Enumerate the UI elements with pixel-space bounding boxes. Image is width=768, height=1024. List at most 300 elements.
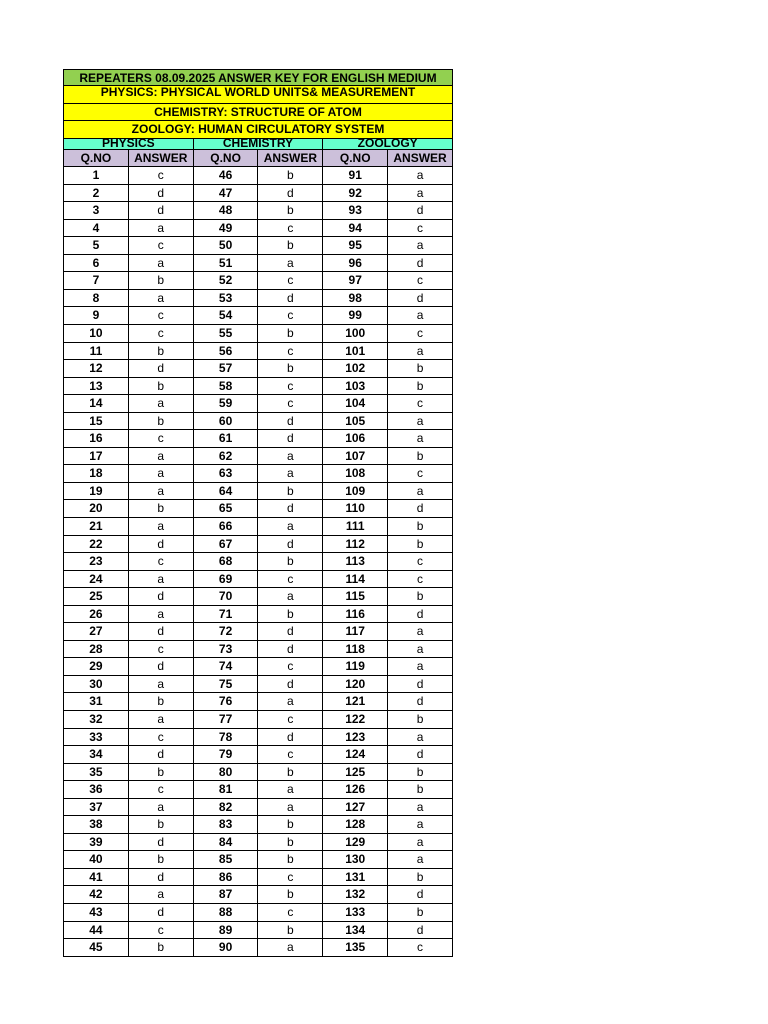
subject-chemistry: CHEMISTRY — [193, 139, 323, 149]
answer-cell: a — [388, 307, 453, 325]
answer-cell: d — [129, 202, 194, 220]
question-number-cell: 8 — [64, 290, 129, 308]
table-row — [63, 360, 453, 378]
question-number-cell: 133 — [323, 904, 388, 922]
answer-cell: a — [388, 729, 453, 747]
question-number-cell: 44 — [64, 922, 129, 940]
question-number-cell: 103 — [323, 378, 388, 396]
answer-cell: c — [129, 325, 194, 343]
answer-cell: a — [129, 518, 194, 536]
table-row — [63, 641, 453, 659]
question-number-cell: 93 — [323, 202, 388, 220]
question-number-cell: 88 — [194, 904, 259, 922]
question-number-cell: 113 — [323, 553, 388, 571]
question-number-cell: 76 — [194, 693, 259, 711]
answer-cell: d — [258, 290, 323, 308]
answer-cell: b — [388, 536, 453, 554]
answer-cell: a — [388, 851, 453, 869]
table-row — [63, 869, 453, 887]
question-number-cell: 116 — [323, 606, 388, 624]
question-number-cell: 134 — [323, 922, 388, 940]
question-number-cell: 71 — [194, 606, 259, 624]
answer-cell: a — [388, 816, 453, 834]
answer-cell: c — [258, 869, 323, 887]
header-qno-physics: Q.NO — [64, 150, 129, 168]
question-number-cell: 49 — [194, 220, 259, 238]
question-number-cell: 98 — [323, 290, 388, 308]
question-number-cell: 92 — [323, 185, 388, 203]
table-row — [63, 676, 453, 694]
question-number-cell: 78 — [194, 729, 259, 747]
answer-cell: b — [388, 518, 453, 536]
answer-cell: a — [388, 799, 453, 817]
question-number-cell: 62 — [194, 448, 259, 466]
answer-cell: c — [388, 220, 453, 238]
answer-cell: a — [129, 571, 194, 589]
question-number-cell: 63 — [194, 465, 259, 483]
question-number-cell: 122 — [323, 711, 388, 729]
physics-topic: PHYSICS: PHYSICAL WORLD UNITS& MEASUREMENT — [63, 86, 453, 103]
answer-cell: d — [388, 290, 453, 308]
answer-cell: c — [258, 571, 323, 589]
question-number-cell: 112 — [323, 536, 388, 554]
answer-cell: a — [129, 711, 194, 729]
question-number-cell: 84 — [194, 834, 259, 852]
question-number-cell: 51 — [194, 255, 259, 273]
question-number-cell: 57 — [194, 360, 259, 378]
zoology-topic: ZOOLOGY: HUMAN CIRCULATORY SYSTEM — [63, 121, 453, 138]
answer-cell: d — [129, 185, 194, 203]
question-number-cell: 34 — [64, 746, 129, 764]
answer-cell: b — [129, 939, 194, 957]
answer-cell: c — [129, 729, 194, 747]
answer-cell: d — [129, 623, 194, 641]
question-number-cell: 132 — [323, 886, 388, 904]
answer-cell: a — [388, 623, 453, 641]
question-number-cell: 14 — [64, 395, 129, 413]
question-number-cell: 130 — [323, 851, 388, 869]
question-number-cell: 123 — [323, 729, 388, 747]
question-number-cell: 66 — [194, 518, 259, 536]
table-row — [63, 729, 453, 747]
answer-cell: b — [258, 816, 323, 834]
table-row — [63, 413, 453, 431]
answer-cell: b — [258, 325, 323, 343]
question-number-cell: 30 — [64, 676, 129, 694]
question-number-cell: 39 — [64, 834, 129, 852]
answer-cell: c — [388, 571, 453, 589]
question-number-cell: 22 — [64, 536, 129, 554]
column-header-row — [63, 150, 453, 168]
question-number-cell: 13 — [64, 378, 129, 396]
table-row — [63, 395, 453, 413]
question-number-cell: 131 — [323, 869, 388, 887]
answer-cell: b — [129, 378, 194, 396]
question-number-cell: 37 — [64, 799, 129, 817]
question-number-cell: 110 — [323, 500, 388, 518]
answer-cell: c — [129, 553, 194, 571]
answer-cell: d — [129, 536, 194, 554]
answer-cell: a — [129, 606, 194, 624]
table-row — [63, 518, 453, 536]
answer-cell: c — [258, 378, 323, 396]
question-number-cell: 45 — [64, 939, 129, 957]
table-row — [63, 167, 453, 185]
question-number-cell: 109 — [323, 483, 388, 501]
answer-cell: d — [388, 886, 453, 904]
question-number-cell: 60 — [194, 413, 259, 431]
question-number-cell: 18 — [64, 465, 129, 483]
table-row — [63, 816, 453, 834]
answer-cell: a — [129, 886, 194, 904]
answer-cell: a — [388, 483, 453, 501]
table-row — [63, 448, 453, 466]
question-number-cell: 96 — [323, 255, 388, 273]
answer-cell: d — [258, 430, 323, 448]
table-row — [63, 781, 453, 799]
answer-cell: a — [129, 448, 194, 466]
table-row — [63, 220, 453, 238]
table-row — [63, 886, 453, 904]
answer-cell: b — [258, 764, 323, 782]
table-row — [63, 571, 453, 589]
answer-cell: c — [129, 430, 194, 448]
question-number-cell: 68 — [194, 553, 259, 571]
answer-cell: c — [258, 272, 323, 290]
answer-cell: c — [129, 307, 194, 325]
table-row — [63, 693, 453, 711]
answer-cell: d — [258, 676, 323, 694]
question-number-cell: 11 — [64, 343, 129, 361]
answer-cell: d — [129, 746, 194, 764]
subject-header-row — [63, 139, 453, 150]
table-row — [63, 658, 453, 676]
question-number-cell: 127 — [323, 799, 388, 817]
table-row — [63, 500, 453, 518]
question-number-cell: 77 — [194, 711, 259, 729]
answer-cell: c — [258, 220, 323, 238]
answer-cell: c — [129, 922, 194, 940]
question-number-cell: 82 — [194, 799, 259, 817]
question-number-cell: 111 — [323, 518, 388, 536]
question-number-cell: 85 — [194, 851, 259, 869]
question-number-cell: 117 — [323, 623, 388, 641]
answer-cell: b — [388, 764, 453, 782]
question-number-cell: 108 — [323, 465, 388, 483]
question-number-cell: 23 — [64, 553, 129, 571]
question-number-cell: 58 — [194, 378, 259, 396]
question-number-cell: 41 — [64, 869, 129, 887]
answer-cell: d — [388, 606, 453, 624]
table-row — [63, 483, 453, 501]
answer-cell: b — [129, 500, 194, 518]
question-number-cell: 17 — [64, 448, 129, 466]
answer-cell: b — [129, 816, 194, 834]
question-number-cell: 72 — [194, 623, 259, 641]
question-number-cell: 28 — [64, 641, 129, 659]
question-number-cell: 46 — [194, 167, 259, 185]
answer-key-sheet — [63, 69, 453, 957]
question-number-cell: 40 — [64, 851, 129, 869]
question-number-cell: 47 — [194, 185, 259, 203]
header-qno-chemistry: Q.NO — [194, 150, 259, 168]
question-number-cell: 9 — [64, 307, 129, 325]
question-number-cell: 35 — [64, 764, 129, 782]
question-number-cell: 15 — [64, 413, 129, 431]
answer-cell: a — [258, 939, 323, 957]
answer-cell: a — [129, 483, 194, 501]
question-number-cell: 26 — [64, 606, 129, 624]
question-number-cell: 69 — [194, 571, 259, 589]
question-number-cell: 73 — [194, 641, 259, 659]
answer-cell: b — [258, 886, 323, 904]
answer-cell: d — [388, 693, 453, 711]
question-number-cell: 86 — [194, 869, 259, 887]
header-answer-zoology: ANSWER — [388, 150, 453, 168]
answer-cell: b — [258, 483, 323, 501]
table-row — [63, 623, 453, 641]
answer-cell: d — [129, 658, 194, 676]
answer-cell: c — [258, 307, 323, 325]
answer-cell: b — [258, 167, 323, 185]
question-number-cell: 53 — [194, 290, 259, 308]
answer-cell: c — [129, 781, 194, 799]
answer-cell: d — [258, 185, 323, 203]
question-number-cell: 64 — [194, 483, 259, 501]
question-number-cell: 94 — [323, 220, 388, 238]
answer-cell: b — [258, 851, 323, 869]
table-row — [63, 343, 453, 361]
question-number-cell: 87 — [194, 886, 259, 904]
chemistry-topic: CHEMISTRY: STRUCTURE OF ATOM — [63, 104, 453, 121]
question-number-cell: 97 — [323, 272, 388, 290]
question-number-cell: 118 — [323, 641, 388, 659]
answer-cell: a — [388, 658, 453, 676]
answer-cell: a — [388, 343, 453, 361]
answer-cell: a — [388, 167, 453, 185]
question-number-cell: 29 — [64, 658, 129, 676]
question-number-cell: 101 — [323, 343, 388, 361]
answer-cell: b — [388, 781, 453, 799]
question-number-cell: 91 — [323, 167, 388, 185]
answer-cell: b — [388, 869, 453, 887]
answer-cell: d — [388, 922, 453, 940]
answer-cell: a — [258, 518, 323, 536]
answer-cell: b — [258, 360, 323, 378]
question-number-cell: 12 — [64, 360, 129, 378]
answer-cell: d — [129, 588, 194, 606]
answer-cell: a — [258, 693, 323, 711]
question-number-cell: 54 — [194, 307, 259, 325]
table-row — [63, 746, 453, 764]
table-row — [63, 922, 453, 940]
table-row — [63, 465, 453, 483]
answer-cell: a — [129, 255, 194, 273]
table-row — [63, 553, 453, 571]
answer-cell: a — [258, 588, 323, 606]
question-number-cell: 50 — [194, 237, 259, 255]
question-number-cell: 102 — [323, 360, 388, 378]
question-number-cell: 61 — [194, 430, 259, 448]
table-row — [63, 588, 453, 606]
answer-cell: b — [388, 588, 453, 606]
answer-cell: b — [388, 448, 453, 466]
subject-zoology: ZOOLOGY — [322, 139, 452, 149]
question-number-cell: 104 — [323, 395, 388, 413]
question-number-cell: 99 — [323, 307, 388, 325]
answer-cell: c — [129, 237, 194, 255]
header-qno-zoology: Q.NO — [323, 150, 388, 168]
table-row — [63, 307, 453, 325]
question-number-cell: 36 — [64, 781, 129, 799]
question-number-cell: 2 — [64, 185, 129, 203]
question-number-cell: 107 — [323, 448, 388, 466]
answer-cell: a — [129, 676, 194, 694]
question-number-cell: 115 — [323, 588, 388, 606]
answer-cell: a — [258, 781, 323, 799]
question-number-cell: 75 — [194, 676, 259, 694]
question-number-cell: 24 — [64, 571, 129, 589]
main-title: REPEATERS 08.09.2025 ANSWER KEY FOR ENGLISH MEDIUM — [63, 69, 453, 86]
question-number-cell: 67 — [194, 536, 259, 554]
answer-cell: a — [129, 395, 194, 413]
table-row — [63, 904, 453, 922]
answer-cell: b — [129, 413, 194, 431]
question-number-cell: 43 — [64, 904, 129, 922]
question-number-cell: 90 — [194, 939, 259, 957]
answer-cell: c — [388, 272, 453, 290]
answer-cell: a — [258, 255, 323, 273]
question-number-cell: 70 — [194, 588, 259, 606]
answer-cell: d — [258, 641, 323, 659]
table-row — [63, 237, 453, 255]
answer-cell: d — [258, 623, 323, 641]
answer-cell: a — [258, 465, 323, 483]
answer-cell: d — [258, 500, 323, 518]
table-row — [63, 272, 453, 290]
question-number-cell: 56 — [194, 343, 259, 361]
question-number-cell: 48 — [194, 202, 259, 220]
question-number-cell: 5 — [64, 237, 129, 255]
answer-cell: c — [129, 641, 194, 659]
answer-cell: c — [388, 325, 453, 343]
answer-cell: c — [258, 395, 323, 413]
question-number-cell: 55 — [194, 325, 259, 343]
question-number-cell: 120 — [323, 676, 388, 694]
answer-cell: a — [129, 220, 194, 238]
table-row — [63, 711, 453, 729]
table-row — [63, 606, 453, 624]
question-number-cell: 52 — [194, 272, 259, 290]
answer-cell: a — [388, 430, 453, 448]
answer-cell: a — [129, 799, 194, 817]
question-number-cell: 6 — [64, 255, 129, 273]
question-number-cell: 59 — [194, 395, 259, 413]
answer-cell: b — [129, 272, 194, 290]
question-number-cell: 32 — [64, 711, 129, 729]
answer-cell: c — [388, 395, 453, 413]
answer-cell: c — [258, 658, 323, 676]
answer-cell: b — [388, 904, 453, 922]
answer-cell: b — [258, 834, 323, 852]
answer-cell: b — [258, 606, 323, 624]
answer-cell: c — [388, 465, 453, 483]
answer-cell: a — [388, 185, 453, 203]
table-row — [63, 430, 453, 448]
answer-cell: d — [129, 904, 194, 922]
answer-cell: b — [258, 553, 323, 571]
table-row — [63, 799, 453, 817]
question-number-cell: 125 — [323, 764, 388, 782]
answer-cell: c — [388, 939, 453, 957]
question-number-cell: 4 — [64, 220, 129, 238]
answer-cell: c — [258, 711, 323, 729]
answer-cell: a — [388, 413, 453, 431]
question-number-cell: 100 — [323, 325, 388, 343]
question-number-cell: 42 — [64, 886, 129, 904]
answer-cell: c — [388, 553, 453, 571]
question-number-cell: 21 — [64, 518, 129, 536]
question-number-cell: 20 — [64, 500, 129, 518]
question-number-cell: 3 — [64, 202, 129, 220]
answer-cell: d — [388, 255, 453, 273]
question-number-cell: 128 — [323, 816, 388, 834]
answer-cell: d — [388, 746, 453, 764]
answer-cell: d — [129, 834, 194, 852]
answer-cell: b — [388, 360, 453, 378]
table-row — [63, 202, 453, 220]
answer-cell: d — [129, 360, 194, 378]
question-number-cell: 33 — [64, 729, 129, 747]
answer-cell: c — [258, 746, 323, 764]
question-number-cell: 79 — [194, 746, 259, 764]
answer-cell: b — [388, 378, 453, 396]
subject-physics: PHYSICS — [101, 138, 155, 150]
question-number-cell: 83 — [194, 816, 259, 834]
answer-cell: d — [388, 676, 453, 694]
question-number-cell: 31 — [64, 693, 129, 711]
answer-cell: d — [258, 413, 323, 431]
question-number-cell: 129 — [323, 834, 388, 852]
question-number-cell: 25 — [64, 588, 129, 606]
question-number-cell: 65 — [194, 500, 259, 518]
question-number-cell: 105 — [323, 413, 388, 431]
question-number-cell: 80 — [194, 764, 259, 782]
answer-cell: d — [258, 536, 323, 554]
answer-cell: a — [129, 290, 194, 308]
table-row — [63, 764, 453, 782]
question-number-cell: 89 — [194, 922, 259, 940]
answer-cell: b — [258, 922, 323, 940]
header-answer-chemistry: ANSWER — [258, 150, 323, 168]
question-number-cell: 81 — [194, 781, 259, 799]
answer-cell: d — [388, 202, 453, 220]
answer-cell: a — [258, 799, 323, 817]
answer-table-body — [63, 167, 453, 957]
question-number-cell: 10 — [64, 325, 129, 343]
question-number-cell: 7 — [64, 272, 129, 290]
question-number-cell: 19 — [64, 483, 129, 501]
answer-cell: a — [258, 448, 323, 466]
question-number-cell: 38 — [64, 816, 129, 834]
question-number-cell: 74 — [194, 658, 259, 676]
question-number-cell: 121 — [323, 693, 388, 711]
answer-cell: d — [388, 500, 453, 518]
question-number-cell: 119 — [323, 658, 388, 676]
question-number-cell: 95 — [323, 237, 388, 255]
answer-cell: b — [129, 764, 194, 782]
table-row — [63, 939, 453, 957]
